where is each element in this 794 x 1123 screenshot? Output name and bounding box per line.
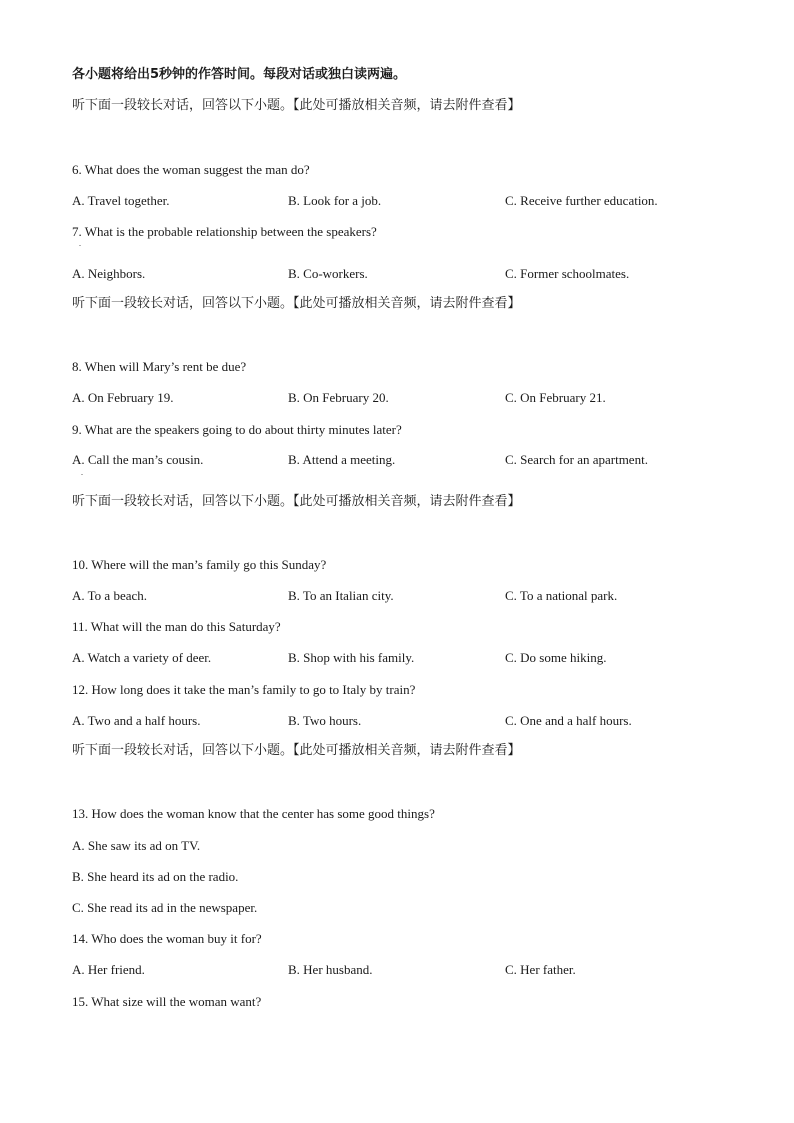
- q12-option-b: B. Two hours.: [288, 713, 362, 728]
- q10-option-a: A. To a beach.: [72, 588, 148, 603]
- q14-option-b: B. Her husband.: [288, 962, 373, 977]
- question-12: 12. How long does it take the man’s family to go to Italy by train?: [72, 682, 416, 697]
- question-15: 15. What size will the woman want?: [72, 994, 262, 1009]
- q7-option-c: C. Former schoolmates.: [505, 266, 630, 281]
- q12-option-c: C. One and a half hours.: [505, 713, 632, 728]
- q8-option-a: A. On February 19.: [72, 390, 174, 405]
- q7-option-a: A. Neighbors.: [72, 266, 146, 281]
- q11-option-c: C. Do some hiking.: [505, 650, 607, 665]
- q9-option-c: C. Search for an apartment.: [505, 452, 648, 467]
- q9-option-a: A. Call the man’s cousin.: [72, 452, 204, 467]
- q14-option-a: A. Her friend.: [72, 962, 145, 977]
- question-8: 8. When will Mary’s rent be due?: [72, 359, 247, 374]
- audio-note: 听下面一段较长对话，回答以下小题。【此处可播放相关音频，请去附件查看】: [72, 494, 521, 509]
- audio-note: 听下面一段较长对话，回答以下小题。【此处可播放相关音频，请去附件查看】: [72, 743, 521, 758]
- q6-option-c: C. Receive further education.: [505, 193, 658, 208]
- question-10: 10. Where will the man’s family go this Sunday?: [72, 557, 327, 572]
- q11-option-b: B. Shop with his family.: [288, 650, 415, 665]
- q6-option-a: A. Travel together.: [72, 193, 170, 208]
- q10-option-c: C. To a national park.: [505, 588, 618, 603]
- question-11: 11. What will the man do this Saturday?: [72, 619, 281, 634]
- q13-option-a: A. She saw its ad on TV.: [72, 838, 201, 853]
- audio-note: 听下面一段较长对话，回答以下小题。【此处可播放相关音频，请去附件查看】: [72, 98, 521, 113]
- q12-option-a: A. Two and a half hours.: [72, 713, 201, 728]
- punctuation-mark: .: [81, 468, 83, 477]
- question-6: 6. What does the woman suggest the man do?: [72, 162, 310, 177]
- audio-note: 听下面一段较长对话，回答以下小题。【此处可播放相关音频，请去附件查看】: [72, 296, 521, 311]
- q11-option-a: A. Watch a variety of deer.: [72, 650, 212, 665]
- q13-option-c: C. She read its ad in the newspaper.: [72, 900, 258, 915]
- question-13: 13. How does the woman know that the center has some good things?: [72, 806, 435, 821]
- question-9: 9. What are the speakers going to do about thirty minutes later?: [72, 422, 402, 437]
- q14-option-c: C. Her father.: [505, 962, 576, 977]
- question-7: 7. What is the probable relationship between the speakers?: [72, 224, 377, 239]
- section-intro: 各小题将给出5秒钟的作答时间。每段对话或独白读两遍。: [72, 67, 407, 82]
- q9-option-b: B. Attend a meeting.: [288, 452, 396, 467]
- q7-option-b: B. Co-workers.: [288, 266, 368, 281]
- q10-option-b: B. To an Italian city.: [288, 588, 394, 603]
- q6-option-b: B. Look for a job.: [288, 193, 382, 208]
- question-14: 14. Who does the woman buy it for?: [72, 931, 262, 946]
- q13-option-b: B. She heard its ad on the radio.: [72, 869, 239, 884]
- punctuation-mark: .: [79, 239, 81, 248]
- q8-option-b: B. On February 20.: [288, 390, 389, 405]
- q8-option-c: C. On February 21.: [505, 390, 606, 405]
